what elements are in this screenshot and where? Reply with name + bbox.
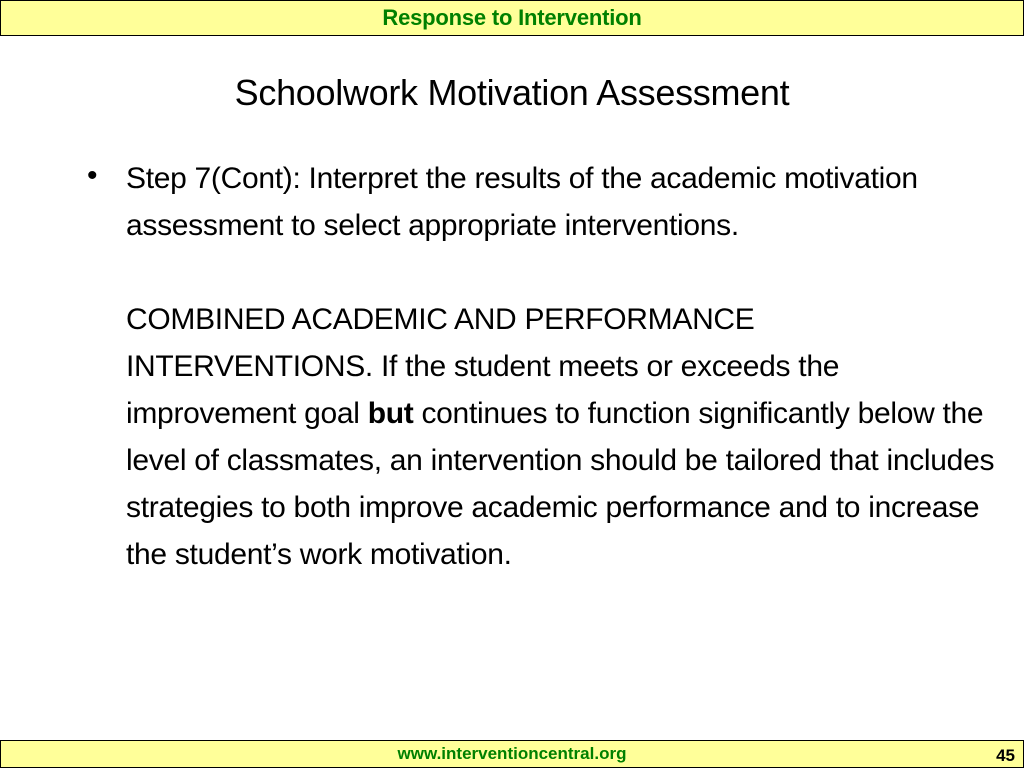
footer-bar [0, 740, 1024, 768]
footer-url-link[interactable]: www.interventioncentral.org [397, 744, 627, 763]
header-title: Response to Intervention [382, 5, 642, 30]
body-paragraph [126, 296, 1006, 578]
bullet-marker: • [87, 159, 98, 192]
page-number: 45 [996, 746, 1015, 765]
header-bar [0, 0, 1024, 36]
step-paragraph: Step 7(Cont): Interpret the results of the academic motivation assessment to select appropriate interventions. [126, 162, 918, 242]
body-bold-word: but [367, 397, 414, 430]
body-text-part1: COMBINED ACADEMIC AND PERFORMANCE INTERVENTIONS. If the student meets or exceeds the improvement goal [126, 303, 840, 430]
slide-content [126, 155, 1006, 578]
slide-title: Schoolwork Motivation Assessment [234, 72, 790, 113]
body-text-part2: continues to function significantly below the level of classmates, an intervention should be tailored that includes strategies to both improve academic performance and to increase the student’s work motivation. [126, 397, 995, 571]
